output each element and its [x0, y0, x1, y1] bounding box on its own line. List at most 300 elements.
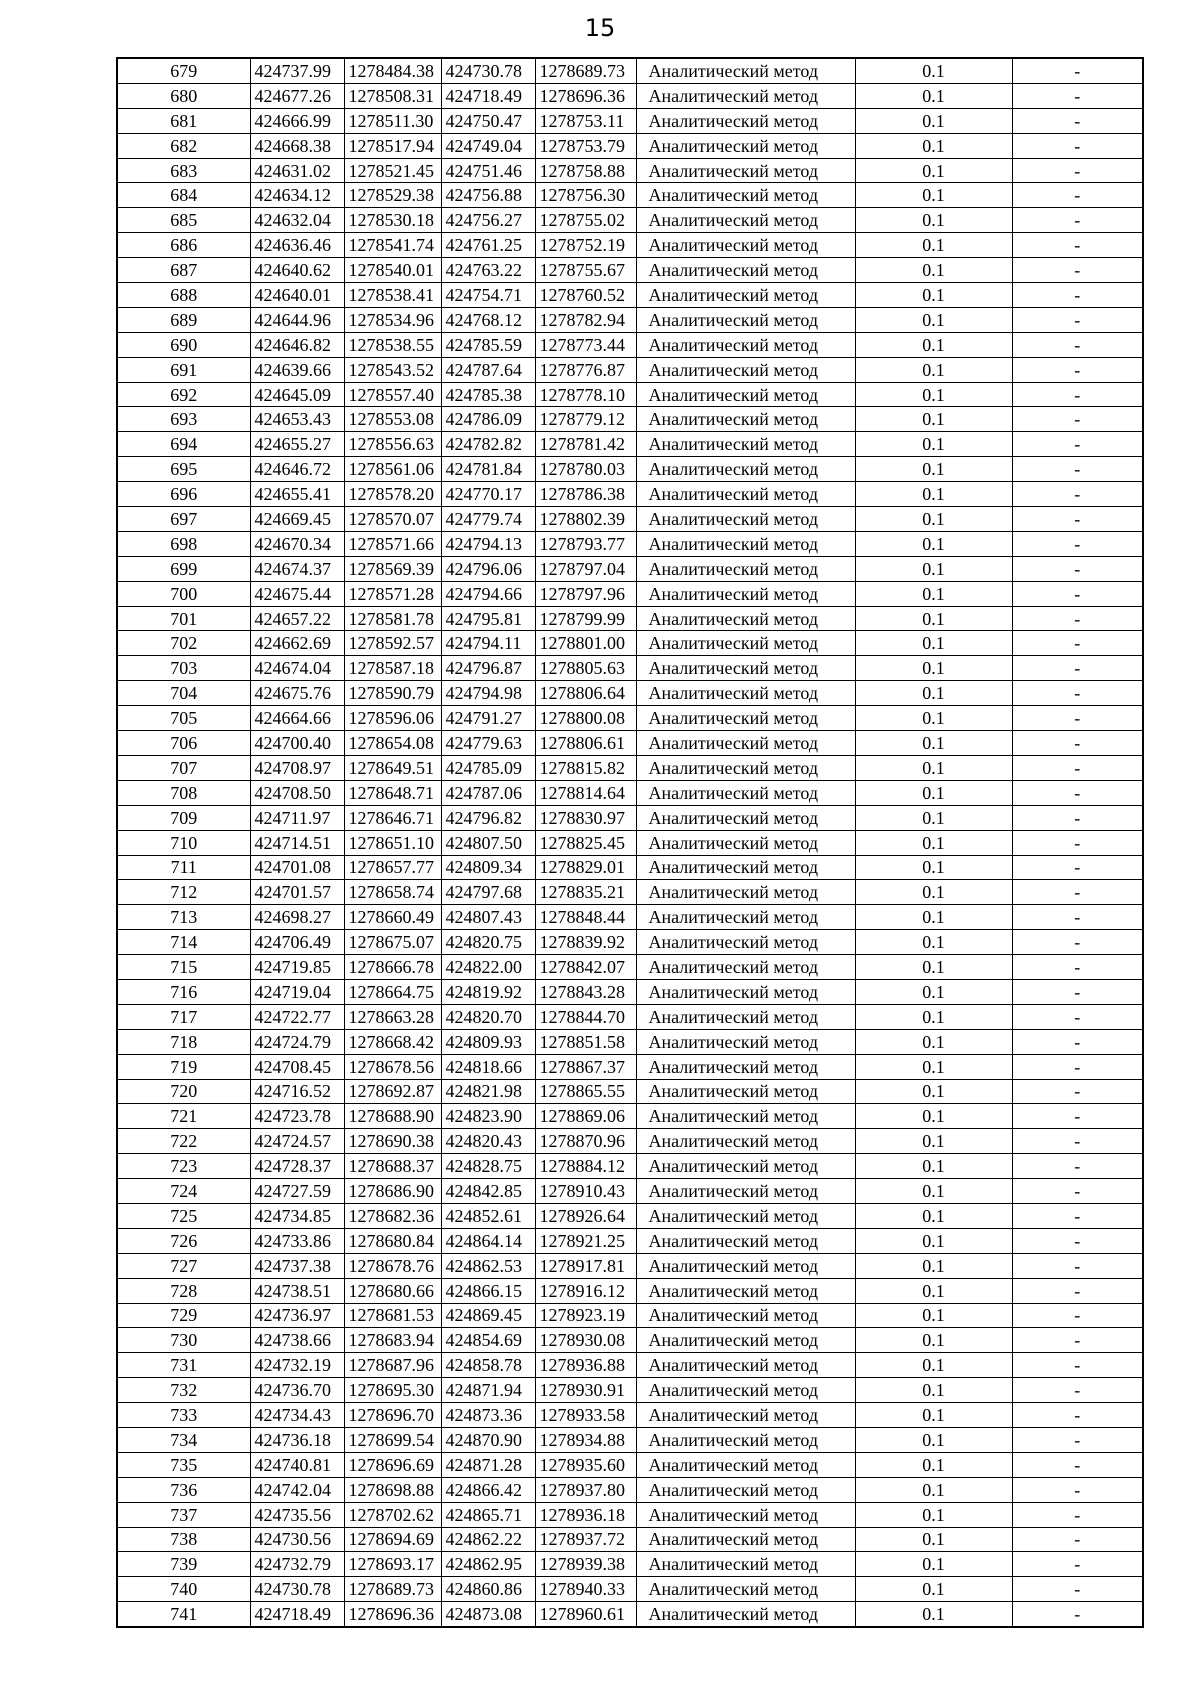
- accuracy-cell: 0.1: [855, 283, 1012, 308]
- y2-cell: 1278752.19: [535, 233, 636, 258]
- x1-cell: 424706.49: [250, 930, 344, 955]
- y2-cell: 1278793.77: [535, 531, 636, 556]
- note-cell: -: [1012, 656, 1143, 681]
- note-cell: -: [1012, 83, 1143, 108]
- point-number-cell: 680: [117, 83, 250, 108]
- point-number-cell: 703: [117, 656, 250, 681]
- y2-cell: 1278937.80: [535, 1477, 636, 1502]
- method-cell: Аналитический метод: [636, 755, 855, 780]
- note-cell: -: [1012, 1502, 1143, 1527]
- table-row: [117, 780, 1143, 805]
- note-cell: -: [1012, 905, 1143, 930]
- y1-cell: 1278543.52: [344, 357, 441, 382]
- y2-cell: 1278806.64: [535, 681, 636, 706]
- y2-cell: 1278851.58: [535, 1029, 636, 1054]
- y2-cell: 1278696.36: [535, 83, 636, 108]
- x2-cell: 424786.09: [441, 407, 535, 432]
- x2-cell: 424794.13: [441, 531, 535, 556]
- x2-cell: 424781.84: [441, 457, 535, 482]
- accuracy-cell: 0.1: [855, 606, 1012, 631]
- x2-cell: 424828.75: [441, 1154, 535, 1179]
- x1-cell: 424711.97: [250, 805, 344, 830]
- x2-cell: 424870.90: [441, 1427, 535, 1452]
- point-number-cell: 736: [117, 1477, 250, 1502]
- y1-cell: 1278646.71: [344, 805, 441, 830]
- accuracy-cell: 0.1: [855, 855, 1012, 880]
- table-row: [117, 905, 1143, 930]
- method-cell: Аналитический метод: [636, 507, 855, 532]
- table-row: [117, 108, 1143, 133]
- accuracy-cell: 0.1: [855, 407, 1012, 432]
- x2-cell: 424809.34: [441, 855, 535, 880]
- y2-cell: 1278884.12: [535, 1154, 636, 1179]
- table-row: [117, 1104, 1143, 1129]
- y1-cell: 1278699.54: [344, 1427, 441, 1452]
- y2-cell: 1278939.38: [535, 1552, 636, 1577]
- x1-cell: 424716.52: [250, 1079, 344, 1104]
- point-number-cell: 679: [117, 58, 250, 83]
- note-cell: -: [1012, 482, 1143, 507]
- x2-cell: 424862.22: [441, 1527, 535, 1552]
- y1-cell: 1278529.38: [344, 183, 441, 208]
- note-cell: -: [1012, 1427, 1143, 1452]
- point-number-cell: 684: [117, 183, 250, 208]
- x1-cell: 424701.57: [250, 880, 344, 905]
- x2-cell: 424866.42: [441, 1477, 535, 1502]
- note-cell: -: [1012, 1378, 1143, 1403]
- accuracy-cell: 0.1: [855, 780, 1012, 805]
- table-row: [117, 208, 1143, 233]
- y2-cell: 1278930.91: [535, 1378, 636, 1403]
- note-cell: -: [1012, 1203, 1143, 1228]
- method-cell: Аналитический метод: [636, 283, 855, 308]
- table-row: [117, 432, 1143, 457]
- x2-cell: 424820.43: [441, 1129, 535, 1154]
- y1-cell: 1278678.56: [344, 1054, 441, 1079]
- y1-cell: 1278683.94: [344, 1328, 441, 1353]
- accuracy-cell: 0.1: [855, 1154, 1012, 1179]
- method-cell: Аналитический метод: [636, 158, 855, 183]
- accuracy-cell: 0.1: [855, 1029, 1012, 1054]
- x1-cell: 424732.79: [250, 1552, 344, 1577]
- y1-cell: 1278668.42: [344, 1029, 441, 1054]
- point-number-cell: 683: [117, 158, 250, 183]
- note-cell: -: [1012, 457, 1143, 482]
- y1-cell: 1278686.90: [344, 1179, 441, 1204]
- y1-cell: 1278578.20: [344, 482, 441, 507]
- x1-cell: 424733.86: [250, 1228, 344, 1253]
- y2-cell: 1278773.44: [535, 332, 636, 357]
- y1-cell: 1278596.06: [344, 706, 441, 731]
- method-cell: Аналитический метод: [636, 1154, 855, 1179]
- accuracy-cell: 0.1: [855, 83, 1012, 108]
- accuracy-cell: 0.1: [855, 1477, 1012, 1502]
- x1-cell: 424662.69: [250, 631, 344, 656]
- x1-cell: 424634.12: [250, 183, 344, 208]
- x1-cell: 424640.01: [250, 283, 344, 308]
- point-number-cell: 698: [117, 531, 250, 556]
- y2-cell: 1278815.82: [535, 755, 636, 780]
- point-number-cell: 695: [117, 457, 250, 482]
- x1-cell: 424724.57: [250, 1129, 344, 1154]
- note-cell: -: [1012, 58, 1143, 83]
- note-cell: -: [1012, 955, 1143, 980]
- y1-cell: 1278553.08: [344, 407, 441, 432]
- table-row: [117, 507, 1143, 532]
- y2-cell: 1278689.73: [535, 58, 636, 83]
- accuracy-cell: 0.1: [855, 58, 1012, 83]
- method-cell: Аналитический метод: [636, 58, 855, 83]
- x2-cell: 424873.08: [441, 1602, 535, 1627]
- x2-cell: 424749.04: [441, 133, 535, 158]
- point-number-cell: 694: [117, 432, 250, 457]
- x1-cell: 424653.43: [250, 407, 344, 432]
- table-row: [117, 407, 1143, 432]
- accuracy-cell: 0.1: [855, 507, 1012, 532]
- accuracy-cell: 0.1: [855, 307, 1012, 332]
- method-cell: Аналитический метод: [636, 979, 855, 1004]
- accuracy-cell: 0.1: [855, 233, 1012, 258]
- note-cell: -: [1012, 1328, 1143, 1353]
- table-row: [117, 855, 1143, 880]
- method-cell: Аналитический метод: [636, 606, 855, 631]
- method-cell: Аналитический метод: [636, 1527, 855, 1552]
- note-cell: -: [1012, 332, 1143, 357]
- y2-cell: 1278835.21: [535, 880, 636, 905]
- point-number-cell: 724: [117, 1179, 250, 1204]
- method-cell: Аналитический метод: [636, 1328, 855, 1353]
- y2-cell: 1278870.96: [535, 1129, 636, 1154]
- x2-cell: 424807.43: [441, 905, 535, 930]
- point-number-cell: 737: [117, 1502, 250, 1527]
- note-cell: -: [1012, 382, 1143, 407]
- accuracy-cell: 0.1: [855, 133, 1012, 158]
- method-cell: Аналитический метод: [636, 780, 855, 805]
- method-cell: Аналитический метод: [636, 1004, 855, 1029]
- y1-cell: 1278682.36: [344, 1203, 441, 1228]
- y1-cell: 1278571.28: [344, 581, 441, 606]
- x1-cell: 424639.66: [250, 357, 344, 382]
- table-row: [117, 880, 1143, 905]
- note-cell: -: [1012, 830, 1143, 855]
- x1-cell: 424735.56: [250, 1502, 344, 1527]
- table-row: [117, 357, 1143, 382]
- accuracy-cell: 0.1: [855, 208, 1012, 233]
- method-cell: Аналитический метод: [636, 880, 855, 905]
- table-row: [117, 1403, 1143, 1428]
- method-cell: Аналитический метод: [636, 656, 855, 681]
- x2-cell: 424865.71: [441, 1502, 535, 1527]
- accuracy-cell: 0.1: [855, 1129, 1012, 1154]
- x2-cell: 424821.98: [441, 1079, 535, 1104]
- note-cell: -: [1012, 1552, 1143, 1577]
- y2-cell: 1278937.72: [535, 1527, 636, 1552]
- x1-cell: 424738.51: [250, 1278, 344, 1303]
- y2-cell: 1278753.11: [535, 108, 636, 133]
- y2-cell: 1278848.44: [535, 905, 636, 930]
- y1-cell: 1278680.84: [344, 1228, 441, 1253]
- point-number-cell: 691: [117, 357, 250, 382]
- method-cell: Аналитический метод: [636, 1203, 855, 1228]
- note-cell: -: [1012, 432, 1143, 457]
- x1-cell: 424674.04: [250, 656, 344, 681]
- point-number-cell: 711: [117, 855, 250, 880]
- x1-cell: 424646.72: [250, 457, 344, 482]
- accuracy-cell: 0.1: [855, 880, 1012, 905]
- method-cell: Аналитический метод: [636, 307, 855, 332]
- x1-cell: 424645.09: [250, 382, 344, 407]
- x2-cell: 424756.27: [441, 208, 535, 233]
- note-cell: -: [1012, 1029, 1143, 1054]
- table-row: [117, 258, 1143, 283]
- note-cell: -: [1012, 1527, 1143, 1552]
- accuracy-cell: 0.1: [855, 979, 1012, 1004]
- method-cell: Аналитический метод: [636, 108, 855, 133]
- y2-cell: 1278760.52: [535, 283, 636, 308]
- accuracy-cell: 0.1: [855, 1054, 1012, 1079]
- x2-cell: 424750.47: [441, 108, 535, 133]
- x2-cell: 424866.15: [441, 1278, 535, 1303]
- y1-cell: 1278698.88: [344, 1477, 441, 1502]
- x1-cell: 424730.56: [250, 1527, 344, 1552]
- x1-cell: 424632.04: [250, 208, 344, 233]
- y2-cell: 1278935.60: [535, 1452, 636, 1477]
- note-cell: -: [1012, 233, 1143, 258]
- x1-cell: 424732.19: [250, 1353, 344, 1378]
- accuracy-cell: 0.1: [855, 108, 1012, 133]
- table-row: [117, 1228, 1143, 1253]
- y2-cell: 1278802.39: [535, 507, 636, 532]
- x2-cell: 424852.61: [441, 1203, 535, 1228]
- accuracy-cell: 0.1: [855, 755, 1012, 780]
- method-cell: Аналитический метод: [636, 482, 855, 507]
- method-cell: Аналитический метод: [636, 830, 855, 855]
- x1-cell: 424708.50: [250, 780, 344, 805]
- accuracy-cell: 0.1: [855, 1452, 1012, 1477]
- x2-cell: 424795.81: [441, 606, 535, 631]
- y1-cell: 1278649.51: [344, 755, 441, 780]
- note-cell: -: [1012, 930, 1143, 955]
- note-cell: -: [1012, 631, 1143, 656]
- point-number-cell: 740: [117, 1577, 250, 1602]
- y2-cell: 1278830.97: [535, 805, 636, 830]
- y1-cell: 1278651.10: [344, 830, 441, 855]
- point-number-cell: 726: [117, 1228, 250, 1253]
- table-row: [117, 1527, 1143, 1552]
- x2-cell: 424794.98: [441, 681, 535, 706]
- y1-cell: 1278587.18: [344, 656, 441, 681]
- point-number-cell: 692: [117, 382, 250, 407]
- y2-cell: 1278801.00: [535, 631, 636, 656]
- x2-cell: 424819.92: [441, 979, 535, 1004]
- x1-cell: 424657.22: [250, 606, 344, 631]
- point-number-cell: 687: [117, 258, 250, 283]
- x1-cell: 424655.27: [250, 432, 344, 457]
- point-number-cell: 699: [117, 556, 250, 581]
- y2-cell: 1278934.88: [535, 1427, 636, 1452]
- y2-cell: 1278867.37: [535, 1054, 636, 1079]
- method-cell: Аналитический метод: [636, 706, 855, 731]
- table-row: [117, 1129, 1143, 1154]
- method-cell: Аналитический метод: [636, 930, 855, 955]
- x2-cell: 424796.87: [441, 656, 535, 681]
- x1-cell: 424668.38: [250, 133, 344, 158]
- y1-cell: 1278556.63: [344, 432, 441, 457]
- accuracy-cell: 0.1: [855, 930, 1012, 955]
- method-cell: Аналитический метод: [636, 332, 855, 357]
- note-cell: -: [1012, 307, 1143, 332]
- x1-cell: 424655.41: [250, 482, 344, 507]
- y2-cell: 1278921.25: [535, 1228, 636, 1253]
- accuracy-cell: 0.1: [855, 656, 1012, 681]
- table-row: [117, 805, 1143, 830]
- x2-cell: 424770.17: [441, 482, 535, 507]
- accuracy-cell: 0.1: [855, 382, 1012, 407]
- table-row: [117, 1179, 1143, 1204]
- y1-cell: 1278695.30: [344, 1378, 441, 1403]
- accuracy-cell: 0.1: [855, 183, 1012, 208]
- table-row: [117, 307, 1143, 332]
- x1-cell: 424734.85: [250, 1203, 344, 1228]
- y1-cell: 1278696.69: [344, 1452, 441, 1477]
- x1-cell: 424646.82: [250, 332, 344, 357]
- y1-cell: 1278681.53: [344, 1303, 441, 1328]
- y1-cell: 1278511.30: [344, 108, 441, 133]
- table-row: [117, 1427, 1143, 1452]
- y2-cell: 1278923.19: [535, 1303, 636, 1328]
- y1-cell: 1278689.73: [344, 1577, 441, 1602]
- x1-cell: 424737.99: [250, 58, 344, 83]
- note-cell: -: [1012, 780, 1143, 805]
- point-number-cell: 718: [117, 1029, 250, 1054]
- method-cell: Аналитический метод: [636, 1228, 855, 1253]
- x2-cell: 424871.28: [441, 1452, 535, 1477]
- note-cell: -: [1012, 979, 1143, 1004]
- point-number-cell: 719: [117, 1054, 250, 1079]
- y2-cell: 1278805.63: [535, 656, 636, 681]
- table-row: [117, 556, 1143, 581]
- x1-cell: 424736.70: [250, 1378, 344, 1403]
- x2-cell: 424796.06: [441, 556, 535, 581]
- x2-cell: 424756.88: [441, 183, 535, 208]
- y1-cell: 1278538.41: [344, 283, 441, 308]
- y2-cell: 1278782.94: [535, 307, 636, 332]
- point-number-cell: 728: [117, 1278, 250, 1303]
- x1-cell: 424644.96: [250, 307, 344, 332]
- x1-cell: 424734.43: [250, 1403, 344, 1428]
- table-body: [117, 58, 1143, 1627]
- table-row: [117, 706, 1143, 731]
- method-cell: Аналитический метод: [636, 1278, 855, 1303]
- y1-cell: 1278561.06: [344, 457, 441, 482]
- note-cell: -: [1012, 1129, 1143, 1154]
- table-row: [117, 731, 1143, 756]
- x1-cell: 424719.85: [250, 955, 344, 980]
- point-number-cell: 730: [117, 1328, 250, 1353]
- y1-cell: 1278534.96: [344, 307, 441, 332]
- y2-cell: 1278779.12: [535, 407, 636, 432]
- accuracy-cell: 0.1: [855, 432, 1012, 457]
- table-row: [117, 606, 1143, 631]
- x1-cell: 424714.51: [250, 830, 344, 855]
- point-number-cell: 682: [117, 133, 250, 158]
- note-cell: -: [1012, 1353, 1143, 1378]
- y2-cell: 1278917.81: [535, 1253, 636, 1278]
- x2-cell: 424858.78: [441, 1353, 535, 1378]
- accuracy-cell: 0.1: [855, 1104, 1012, 1129]
- table-row: [117, 283, 1143, 308]
- y1-cell: 1278569.39: [344, 556, 441, 581]
- accuracy-cell: 0.1: [855, 706, 1012, 731]
- y1-cell: 1278663.28: [344, 1004, 441, 1029]
- y1-cell: 1278590.79: [344, 681, 441, 706]
- table-row: [117, 830, 1143, 855]
- x2-cell: 424854.69: [441, 1328, 535, 1353]
- note-cell: -: [1012, 1179, 1143, 1204]
- x2-cell: 424797.68: [441, 880, 535, 905]
- method-cell: Аналитический метод: [636, 581, 855, 606]
- x2-cell: 424820.70: [441, 1004, 535, 1029]
- y2-cell: 1278839.92: [535, 930, 636, 955]
- table-row: [117, 133, 1143, 158]
- table-row: [117, 1602, 1143, 1627]
- method-cell: Аналитический метод: [636, 631, 855, 656]
- x1-cell: 424674.37: [250, 556, 344, 581]
- x1-cell: 424719.04: [250, 979, 344, 1004]
- y1-cell: 1278530.18: [344, 208, 441, 233]
- method-cell: Аналитический метод: [636, 233, 855, 258]
- y1-cell: 1278657.77: [344, 855, 441, 880]
- accuracy-cell: 0.1: [855, 1527, 1012, 1552]
- method-cell: Аналитический метод: [636, 1403, 855, 1428]
- accuracy-cell: 0.1: [855, 731, 1012, 756]
- y2-cell: 1278776.87: [535, 357, 636, 382]
- method-cell: Аналитический метод: [636, 731, 855, 756]
- point-number-cell: 712: [117, 880, 250, 905]
- point-number-cell: 723: [117, 1154, 250, 1179]
- x2-cell: 424820.75: [441, 930, 535, 955]
- x1-cell: 424740.81: [250, 1452, 344, 1477]
- y2-cell: 1278829.01: [535, 855, 636, 880]
- note-cell: -: [1012, 805, 1143, 830]
- point-number-cell: 733: [117, 1403, 250, 1428]
- x2-cell: 424871.94: [441, 1378, 535, 1403]
- y2-cell: 1278869.06: [535, 1104, 636, 1129]
- table-row: [117, 1502, 1143, 1527]
- note-cell: -: [1012, 1104, 1143, 1129]
- method-cell: Аналитический метод: [636, 1129, 855, 1154]
- y1-cell: 1278666.78: [344, 955, 441, 980]
- x2-cell: 424796.82: [441, 805, 535, 830]
- table-row: [117, 1328, 1143, 1353]
- accuracy-cell: 0.1: [855, 457, 1012, 482]
- table-row: [117, 1079, 1143, 1104]
- table-row: [117, 930, 1143, 955]
- point-number-cell: 681: [117, 108, 250, 133]
- y1-cell: 1278508.31: [344, 83, 441, 108]
- point-number-cell: 693: [117, 407, 250, 432]
- x1-cell: 424727.59: [250, 1179, 344, 1204]
- x2-cell: 424782.82: [441, 432, 535, 457]
- note-cell: -: [1012, 133, 1143, 158]
- y2-cell: 1278916.12: [535, 1278, 636, 1303]
- table-row: [117, 83, 1143, 108]
- table-row: [117, 1203, 1143, 1228]
- y2-cell: 1278843.28: [535, 979, 636, 1004]
- accuracy-cell: 0.1: [855, 258, 1012, 283]
- y2-cell: 1278758.88: [535, 158, 636, 183]
- table-row: [117, 382, 1143, 407]
